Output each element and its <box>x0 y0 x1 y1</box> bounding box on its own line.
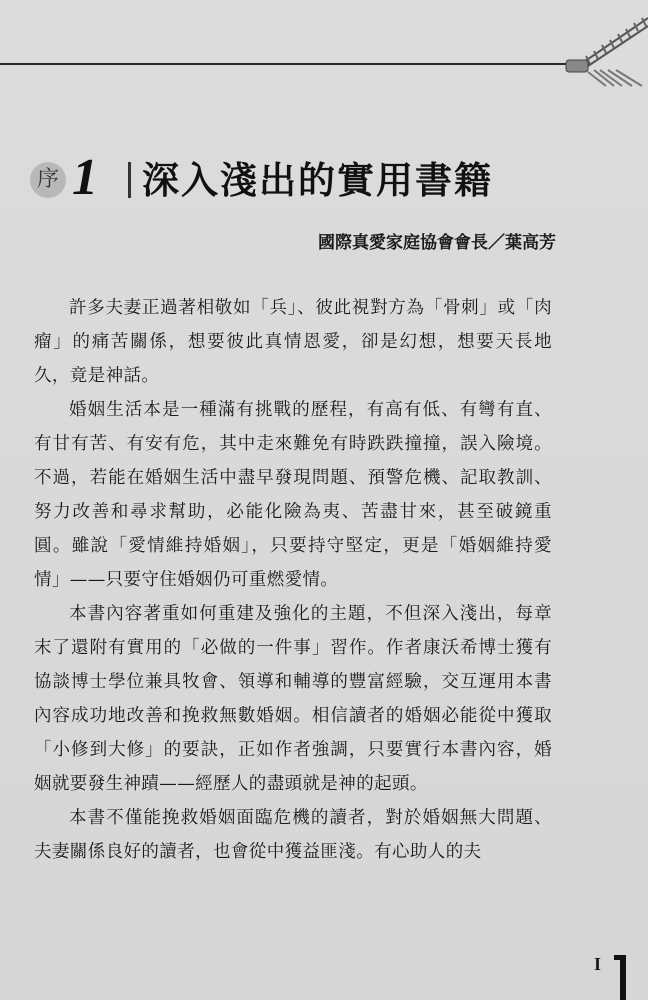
paragraph: 婚姻生活本是一種滿有挑戰的歷程，有高有低、有彎有直、有甘有苦、有安有危，其中走來難免有時跌跌撞撞，誤入險境。不過，若能在婚姻生活中盡早發現問題、預警危機、記取教訓、努力改善和尋求幫助，必能化險為夷、苦盡甘來，甚至破鏡重圓。雖說「愛情維持婚姻」，只要持守堅定，更是「婚姻維持愛情」——只要守住婚姻仍可重燃愛情。 <box>34 400 552 590</box>
page-edge-marker-foot <box>614 955 626 960</box>
page-title: 深入淺出的實用書籍 <box>142 159 493 202</box>
paragraph: 許多夫妻正過著相敬如「兵」、彼此視對方為「骨刺」或「肉瘤」的痛苦關係，想要彼此真情恩愛，卻是幻想，想要天長地久，竟是神話。 <box>34 298 552 386</box>
preface-badge: 序 <box>30 162 66 198</box>
paragraph: 本書內容著重如何重建及強化的主題，不但深入淺出，每章末了還附有實用的「必做的一件事」習作。作者康沃希博士獲有協談博士學位兼具牧會、領導和輔導的豐富經驗，交互運用本書內容成功地改善和挽救無數婚姻。相信讀者的婚姻必能從中獲取「小修到大修」的要訣，正如作者強調，只要實行本書內容，婚姻就要發生神蹟——經歷人的盡頭就是神的起頭。 <box>34 604 552 794</box>
body-text <box>34 291 552 869</box>
paragraph: 本書不僅能挽救婚姻面臨危機的讀者，對於婚姻無大問題、夫妻關係良好的讀者，也會從中獲益匪淺。有心助人的夫 <box>34 808 552 862</box>
top-rule-divider <box>0 63 590 65</box>
header-separator <box>128 162 131 198</box>
chapter-header <box>30 148 610 208</box>
page-edge-marker <box>620 955 626 1000</box>
author-credit: 國際真愛家庭協會會長／葉高芳 <box>318 233 556 253</box>
preface-number: 1 <box>72 149 98 206</box>
page-number: I <box>594 954 602 974</box>
zipper-icon <box>548 10 648 90</box>
